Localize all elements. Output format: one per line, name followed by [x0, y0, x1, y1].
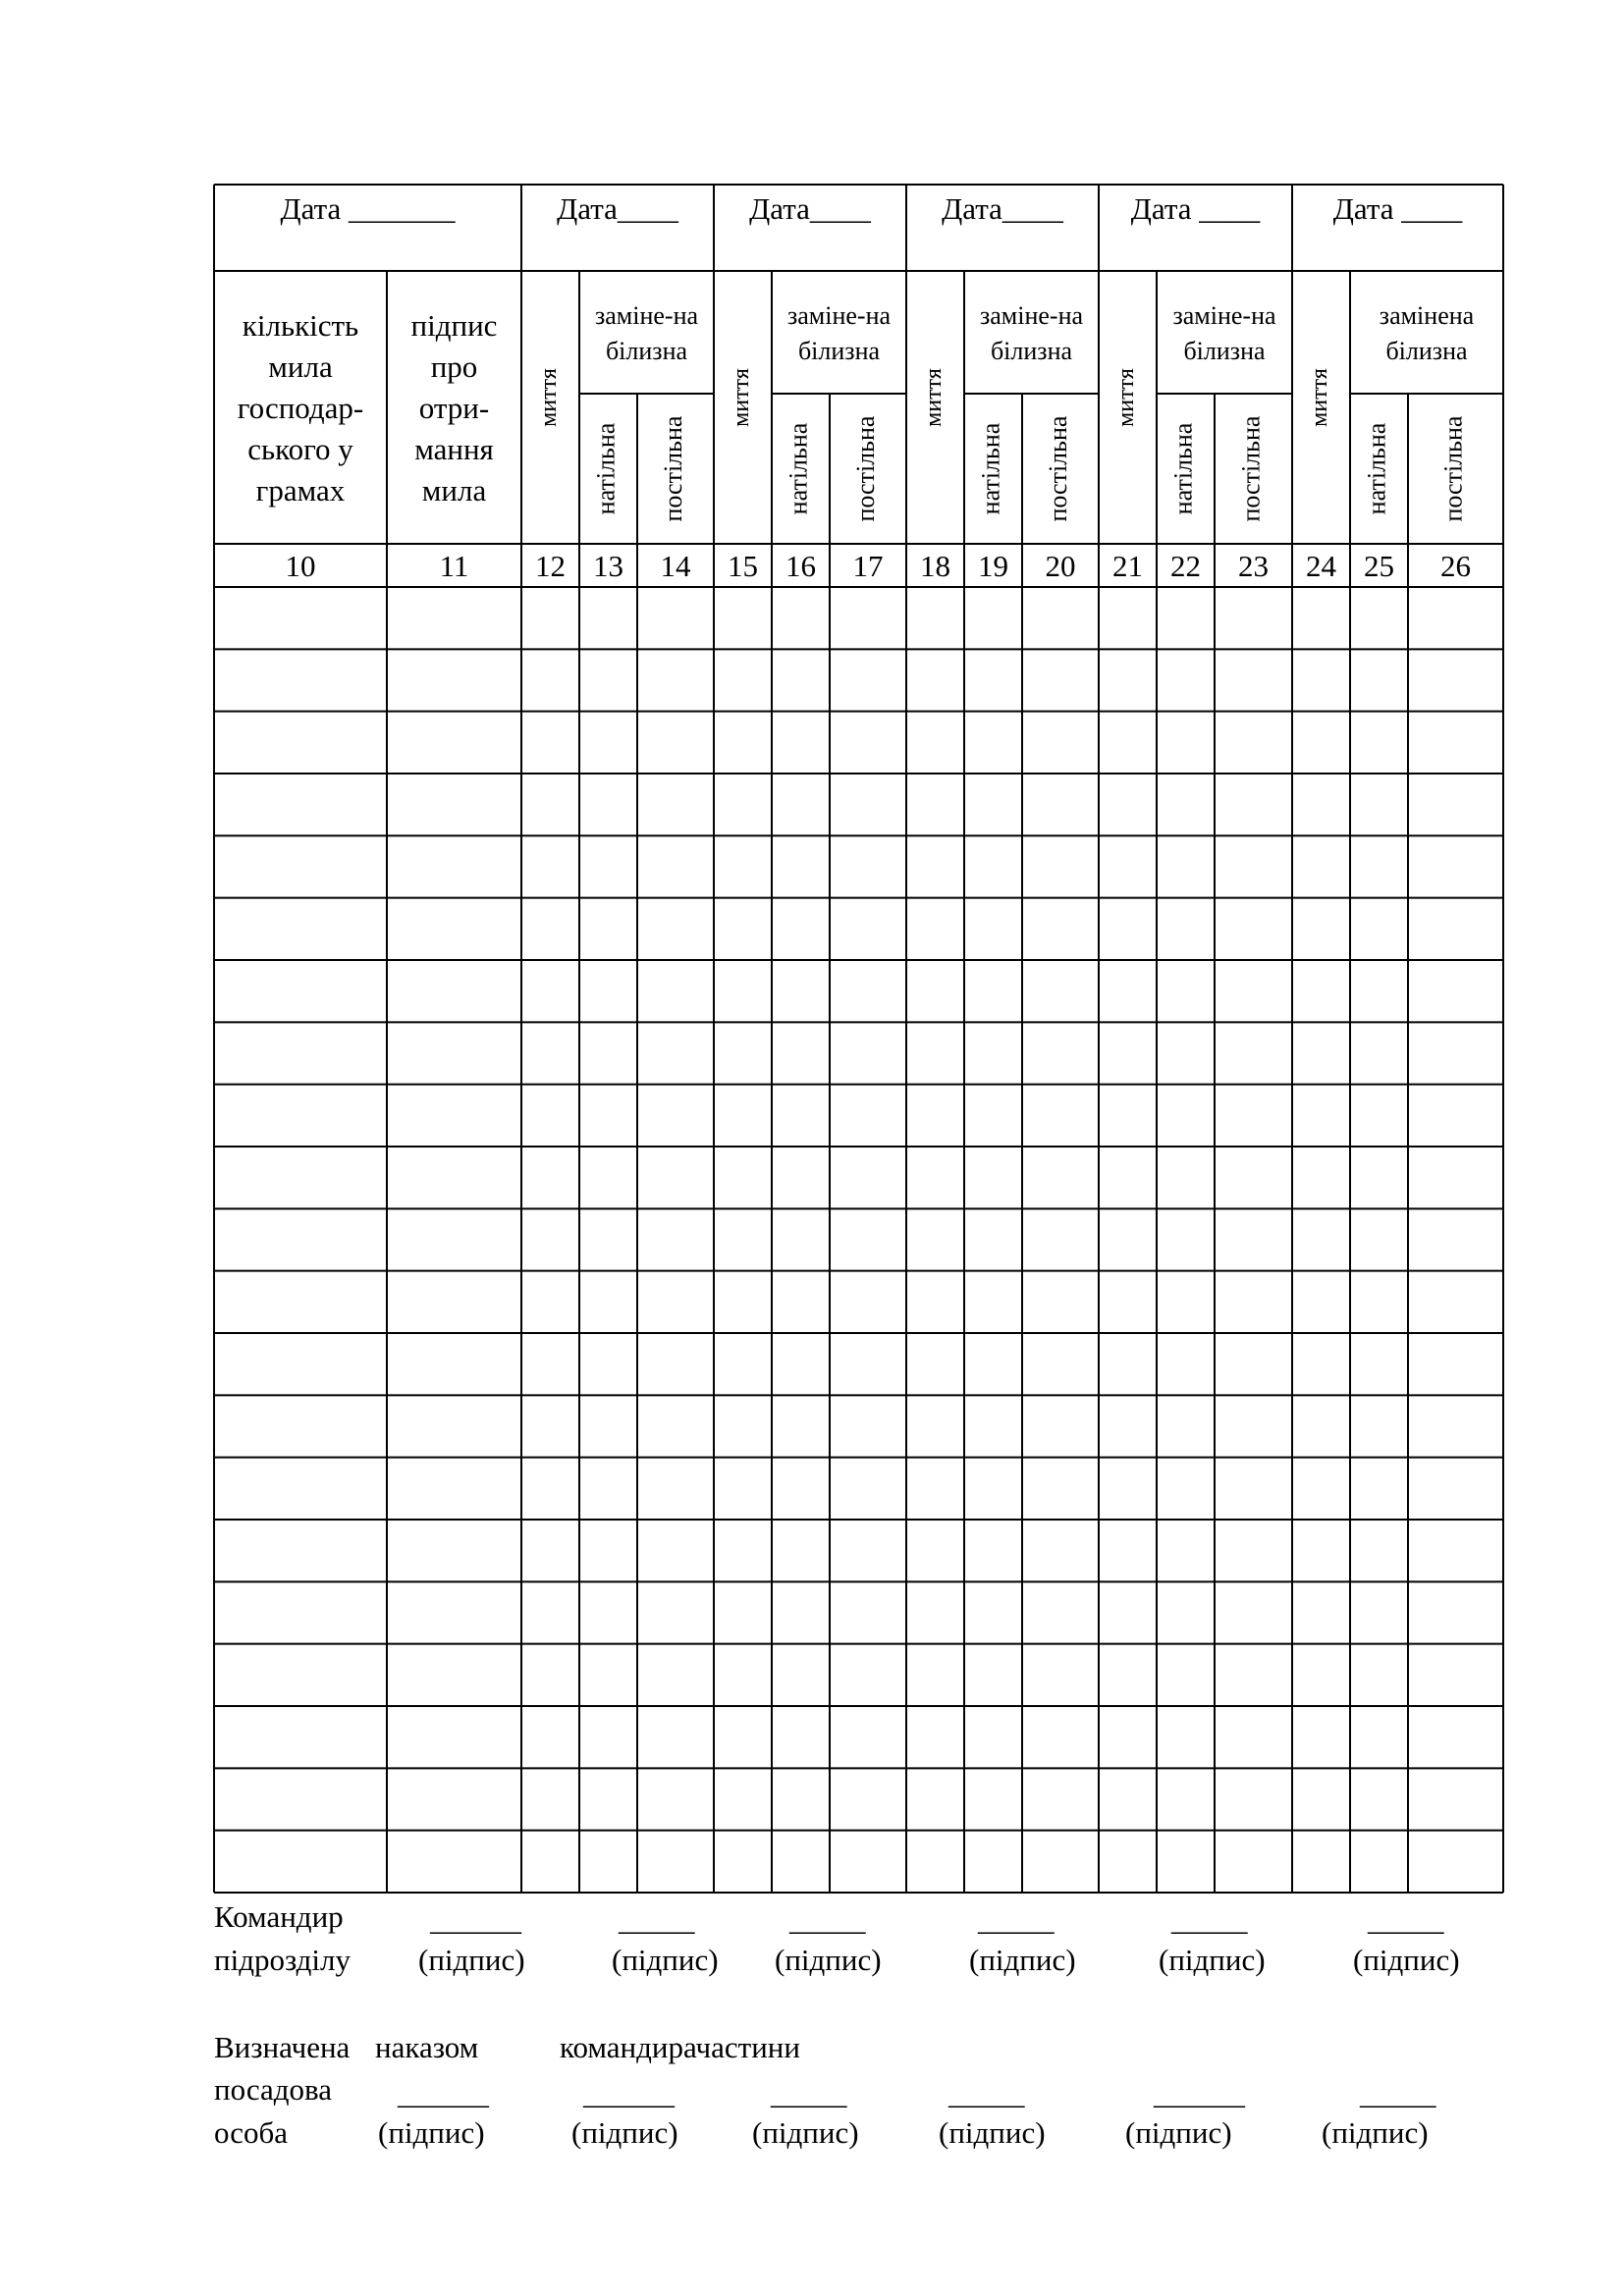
signature-caption: (підпис): [612, 1943, 719, 1977]
signature-caption: (підпис): [1353, 1943, 1460, 1977]
linen-change-header-4: заміне-на: [1172, 301, 1276, 330]
signature-caption: (підпис): [1159, 1943, 1266, 1977]
bedding-header-1: постільна: [658, 415, 687, 522]
appointed-word-1: Визначена: [214, 2030, 351, 2064]
soap-amount-header-line: кількість: [242, 308, 359, 343]
soap-amount-header-line: мила: [268, 349, 333, 384]
table-labels: [238, 191, 1475, 583]
column-number-26: 26: [1440, 549, 1471, 583]
column-number-17: 17: [852, 549, 884, 583]
signature-caption: (підпис): [1125, 2115, 1232, 2150]
signature-blank: ______: [430, 1902, 521, 1937]
linen-change-header-1: заміне-на: [594, 301, 699, 330]
linen-change-header-2: заміне-на: [786, 301, 892, 330]
washing-header-1: миття: [536, 368, 563, 427]
washing-header-4: миття: [1113, 368, 1140, 427]
column-number-25: 25: [1364, 549, 1394, 583]
date-label-3: Дата____: [749, 191, 871, 226]
date-label-2: Дата____: [557, 191, 678, 226]
column-number-15: 15: [728, 549, 758, 583]
official-position-label: посадова: [214, 2072, 333, 2107]
signature-caption: (підпис): [418, 1943, 525, 1977]
column-number-20: 20: [1045, 549, 1076, 583]
linen-change-header-3: заміне-на: [979, 301, 1084, 330]
underwear-header-3: натільна: [976, 422, 1005, 515]
signature-blank: ______: [583, 2076, 675, 2110]
date-label-5: Дата ____: [1130, 191, 1261, 226]
washing-header-2: миття: [729, 368, 755, 427]
soap-signature-header-line: про: [430, 349, 478, 384]
washing-header-3: миття: [921, 368, 947, 427]
column-number-14: 14: [660, 549, 691, 583]
official-person-label: особа: [214, 2115, 289, 2150]
column-number-23: 23: [1238, 549, 1269, 583]
signature-blank: _____: [619, 1902, 695, 1937]
signature-caption: (підпис): [939, 2115, 1046, 2150]
column-number-16: 16: [785, 549, 816, 583]
column-number-24: 24: [1306, 549, 1336, 583]
column-number-18: 18: [920, 549, 950, 583]
signature-blank: ______: [398, 2076, 489, 2110]
commander-label: Командир: [214, 1899, 344, 1934]
soap-signature-header-line: отри-: [418, 391, 490, 425]
column-number-12: 12: [535, 549, 566, 583]
soap-amount-header-line: ського у: [247, 432, 353, 466]
signature-blank: _____: [1368, 1902, 1444, 1937]
soap-signature-header-line: мила: [421, 473, 487, 507]
column-number-11: 11: [439, 549, 469, 583]
linen-change-header-5: замінена: [1379, 301, 1475, 330]
signature-blank: _____: [789, 1902, 866, 1937]
commander-unit-label: підрозділу: [214, 1943, 352, 1977]
signature-caption: (підпис): [571, 2115, 678, 2150]
linen-label-3: білизна: [990, 337, 1073, 365]
date-label-1: Дата _______: [280, 191, 456, 226]
column-number-10: 10: [285, 549, 316, 583]
signature-caption: (підпис): [775, 1943, 882, 1977]
column-number-22: 22: [1170, 549, 1201, 583]
underwear-header-4: натільна: [1168, 422, 1198, 515]
washing-header-5: миття: [1307, 368, 1333, 427]
date-label-6: Дата ____: [1332, 191, 1463, 226]
linen-label-5: білизна: [1385, 337, 1468, 365]
underwear-header-1: натільна: [591, 422, 621, 515]
column-number-21: 21: [1112, 549, 1143, 583]
bedding-header-2: постільна: [850, 415, 880, 522]
bedding-header-4: постільна: [1236, 415, 1266, 522]
signature-caption: (підпис): [752, 2115, 859, 2150]
underwear-header-5: натільна: [1362, 422, 1391, 515]
column-number-19: 19: [978, 549, 1008, 583]
signature-blank: _____: [1171, 1902, 1248, 1937]
linen-label-4: білизна: [1183, 337, 1266, 365]
underwear-header-2: натільна: [784, 422, 813, 515]
appointed-word-2: наказом: [375, 2030, 479, 2064]
linen-label-1: білизна: [605, 337, 688, 365]
signature-blank: _____: [978, 1902, 1055, 1937]
signature-blank: _____: [771, 2076, 847, 2110]
appointed-word-3: командирачастини: [560, 2030, 800, 2064]
soap-amount-header-line: грамах: [255, 473, 346, 507]
linen-label-2: білизна: [797, 337, 881, 365]
bedding-header-5: постільна: [1438, 415, 1468, 522]
soap-signature-header-line: підпис: [410, 308, 498, 343]
signature-blank: _____: [948, 2076, 1025, 2110]
soap-signature-header-line: мання: [414, 432, 494, 466]
signature-blank: _____: [1360, 2076, 1436, 2110]
signature-caption: (підпис): [1322, 2115, 1429, 2150]
bedding-header-3: постільна: [1043, 415, 1072, 522]
soap-amount-header-line: господар-: [237, 391, 364, 425]
column-number-13: 13: [593, 549, 623, 583]
signature-caption: (підпис): [378, 2115, 485, 2150]
signature-blank: ______: [1154, 2076, 1245, 2110]
date-label-4: Дата____: [942, 191, 1063, 226]
signature-caption: (підпис): [969, 1943, 1076, 1977]
